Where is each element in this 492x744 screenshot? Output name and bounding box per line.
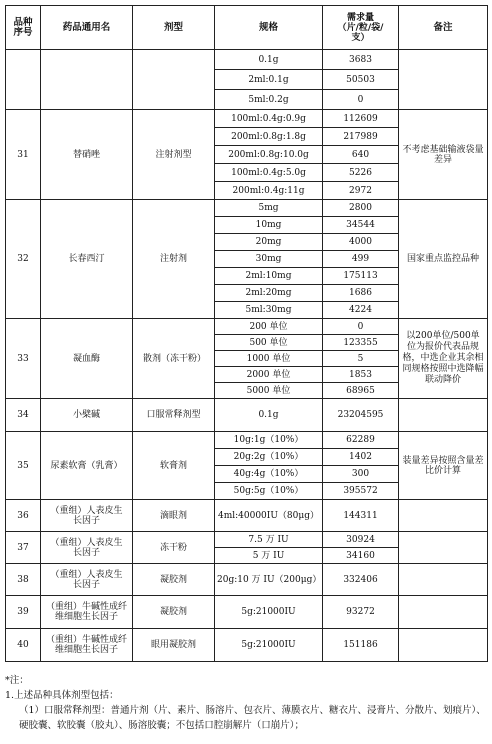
seq-cell: 32 — [6, 200, 41, 319]
spec-cell: 4ml:40000IU（80μg） — [215, 500, 323, 532]
drug-demand-table — [5, 5, 488, 662]
table-row — [6, 319, 488, 335]
spec-cell: 0.1g — [215, 50, 323, 70]
qty-cell: 151186 — [323, 629, 399, 662]
qty-cell: 144311 — [323, 500, 399, 532]
form-cell: 散剂（冻干粉） — [133, 319, 215, 399]
table-row — [6, 110, 488, 128]
spec-cell: 7.5 万 IU — [215, 532, 323, 548]
form-cell: 软膏剂 — [133, 432, 215, 500]
spec-cell: 200ml:0.8g:10.0g — [215, 146, 323, 164]
name-cell: （重组）牛碱性成纤维细胞生长因子 — [41, 629, 133, 662]
spec-cell: 5ml:30mg — [215, 302, 323, 319]
qty-cell: 4000 — [323, 234, 399, 251]
table-row — [6, 596, 488, 629]
name-cell: 替硝唑 — [41, 110, 133, 200]
form-cell: 凝胶剂 — [133, 564, 215, 596]
qty-cell: 217989 — [323, 128, 399, 146]
header-note: 备注 — [399, 6, 488, 50]
spec-cell: 20mg — [215, 234, 323, 251]
form-cell: 凝胶剂 — [133, 596, 215, 629]
note-cell — [399, 50, 488, 110]
notes-line-2: （1）口服常释剂型：普通片剂（片、素片、肠溶片、包衣片、薄膜衣片、糖衣片、浸膏片、分散片、划痕片）、硬胶囊、软胶囊（胶丸）、肠溶胶囊；不包括口腔崩解片（口崩片）； — [19, 705, 486, 731]
note-cell: 装量差异按照含量差比价计算 — [399, 432, 488, 500]
qty-cell: 5 — [323, 351, 399, 367]
header-name: 药品通用名 — [41, 6, 133, 50]
name-cell: （重组）人表皮生长因子 — [41, 564, 133, 596]
form-cell — [133, 50, 215, 110]
table-row — [6, 200, 488, 217]
seq-cell: 31 — [6, 110, 41, 200]
spec-cell: 10g:1g（10%） — [215, 432, 323, 449]
qty-cell: 2800 — [323, 200, 399, 217]
note-cell — [399, 532, 488, 564]
table-row — [6, 532, 488, 548]
seq-cell: 39 — [6, 596, 41, 629]
spec-cell: 2000 单位 — [215, 367, 323, 383]
qty-cell: 300 — [323, 466, 399, 483]
qty-cell: 1686 — [323, 285, 399, 302]
qty-cell: 1402 — [323, 449, 399, 466]
spec-cell: 5 万 IU — [215, 548, 323, 564]
qty-cell: 68965 — [323, 383, 399, 399]
table-row — [6, 399, 488, 432]
form-cell: 注射剂型 — [133, 110, 215, 200]
spec-cell: 100ml:0.4g:0.9g — [215, 110, 323, 128]
qty-cell: 4224 — [323, 302, 399, 319]
spec-cell: 5ml:0.2g — [215, 90, 323, 110]
spec-cell: 20g:2g（10%） — [215, 449, 323, 466]
form-cell: 冻干粉 — [133, 532, 215, 564]
spec-cell: 5000 单位 — [215, 383, 323, 399]
table-row — [6, 629, 488, 662]
spec-cell: 200ml:0.4g:11g — [215, 182, 323, 200]
table-row — [6, 500, 488, 532]
spec-cell: 2ml:0.1g — [215, 70, 323, 90]
table-row — [6, 50, 488, 70]
qty-cell: 1853 — [323, 367, 399, 383]
seq-cell: 40 — [6, 629, 41, 662]
qty-cell: 34544 — [323, 217, 399, 234]
seq-cell: 33 — [6, 319, 41, 399]
table-row — [6, 432, 488, 449]
spec-cell: 40g:4g（10%） — [215, 466, 323, 483]
qty-cell: 123355 — [323, 335, 399, 351]
note-cell — [399, 629, 488, 662]
name-cell: （重组）人表皮生长因子 — [41, 532, 133, 564]
qty-cell: 62289 — [323, 432, 399, 449]
note-cell — [399, 399, 488, 432]
spec-cell: 200 单位 — [215, 319, 323, 335]
spec-cell: 10mg — [215, 217, 323, 234]
qty-cell: 30924 — [323, 532, 399, 548]
spec-cell: 5g:21000IU — [215, 596, 323, 629]
name-cell: 小檗碱 — [41, 399, 133, 432]
form-cell: 口服常释剂型 — [133, 399, 215, 432]
spec-cell: 50g:5g（10%） — [215, 483, 323, 500]
qty-cell: 499 — [323, 251, 399, 268]
spec-cell: 100ml:0.4g:5.0g — [215, 164, 323, 182]
name-cell: 长春西汀 — [41, 200, 133, 319]
spec-cell: 20g:10 万 IU（200μg） — [215, 564, 323, 596]
qty-cell: 175113 — [323, 268, 399, 285]
footnotes — [5, 673, 487, 733]
name-cell: （重组）人表皮生长因子 — [41, 500, 133, 532]
note-cell — [399, 500, 488, 532]
spec-cell: 5mg — [215, 200, 323, 217]
form-cell: 眼用凝胶剂 — [133, 629, 215, 662]
spec-cell: 500 单位 — [215, 335, 323, 351]
spec-cell: 0.1g — [215, 399, 323, 432]
qty-cell: 2972 — [323, 182, 399, 200]
seq-cell: 37 — [6, 532, 41, 564]
table-row — [6, 564, 488, 596]
qty-cell: 0 — [323, 319, 399, 335]
note-cell — [399, 596, 488, 629]
header-seq: 品种 序号 — [6, 6, 41, 50]
qty-cell: 34160 — [323, 548, 399, 564]
qty-cell: 112609 — [323, 110, 399, 128]
form-cell: 滴眼剂 — [133, 500, 215, 532]
qty-cell: 332406 — [323, 564, 399, 596]
spec-cell: 2ml:10mg — [215, 268, 323, 285]
spec-cell: 200ml:0.8g:1.8g — [215, 128, 323, 146]
header-spec: 规格 — [215, 6, 323, 50]
seq-cell: 35 — [6, 432, 41, 500]
qty-cell: 3683 — [323, 50, 399, 70]
qty-cell: 395572 — [323, 483, 399, 500]
table-header-row — [6, 6, 488, 50]
spec-cell: 30mg — [215, 251, 323, 268]
name-cell: 尿素软膏（乳膏） — [41, 432, 133, 500]
seq-cell — [6, 50, 41, 110]
note-cell: 以200单位/500单位为报价代表品规格，中选企业其余相同规格按照中选降幅联动降价 — [399, 319, 488, 399]
name-cell: （重组）牛碱性成纤维细胞生长因子 — [41, 596, 133, 629]
note-cell: 不考虑基础输液袋量差异 — [399, 110, 488, 200]
note-cell: 国家重点监控品种 — [399, 200, 488, 319]
spec-cell: 1000 单位 — [215, 351, 323, 367]
notes-line-1: 1.上述品种具体剂型包括： — [5, 690, 119, 701]
qty-cell: 640 — [323, 146, 399, 164]
spec-cell: 5g:21000IU — [215, 629, 323, 662]
header-qty: 需求量 （片/粒/袋/ 支） — [323, 6, 399, 50]
name-cell: 凝血酶 — [41, 319, 133, 399]
qty-cell: 93272 — [323, 596, 399, 629]
form-cell: 注射剂 — [133, 200, 215, 319]
seq-cell: 34 — [6, 399, 41, 432]
seq-cell: 38 — [6, 564, 41, 596]
seq-cell: 36 — [6, 500, 41, 532]
header-form: 剂型 — [133, 6, 215, 50]
qty-cell: 50503 — [323, 70, 399, 90]
qty-cell: 5226 — [323, 164, 399, 182]
name-cell — [41, 50, 133, 110]
note-cell — [399, 564, 488, 596]
qty-cell: 23204595 — [323, 399, 399, 432]
spec-cell: 2ml:20mg — [215, 285, 323, 302]
qty-cell: 0 — [323, 90, 399, 110]
notes-label: *注： — [5, 675, 29, 686]
